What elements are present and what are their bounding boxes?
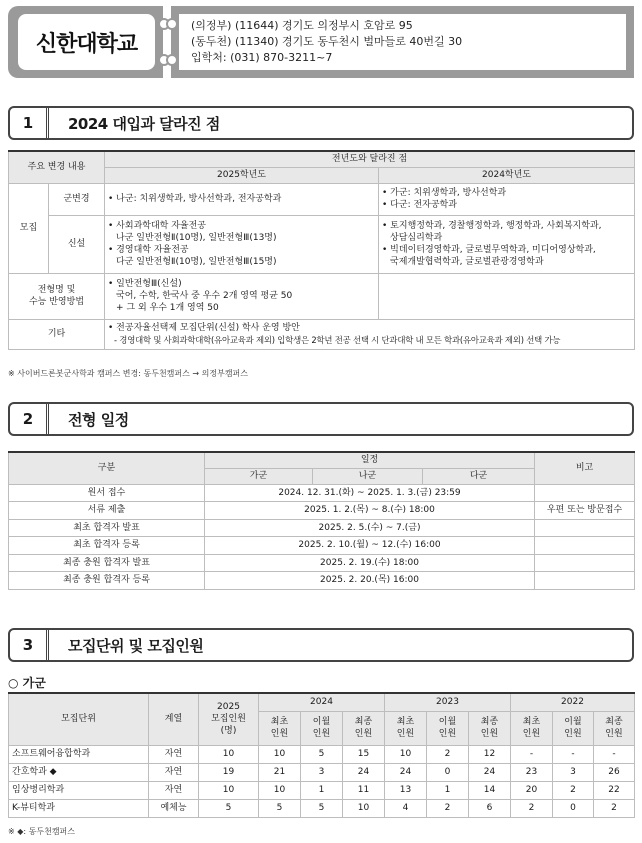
cell: 1 xyxy=(301,781,343,799)
page-header xyxy=(8,6,634,78)
cell: 20 xyxy=(511,781,553,799)
col-header-2024: 2024학년도 xyxy=(379,167,635,183)
schedule-table xyxy=(8,451,635,590)
sub-header-first: 최초 인원 xyxy=(511,711,553,745)
cell: 5 xyxy=(259,799,301,817)
col-header-field: 계열 xyxy=(149,693,199,745)
university-badge xyxy=(8,6,163,78)
col-header-2022: 2022 xyxy=(511,693,635,711)
col-header-2024: 2024 xyxy=(259,693,385,711)
col-header-unit: 모집단위 xyxy=(9,693,149,745)
schedule-label: 최종 충원 합격자 등록 xyxy=(9,572,205,590)
col-header-diff: 전년도와 달라진 점 xyxy=(105,151,635,167)
row-label-new: 신설 xyxy=(49,215,105,273)
cell: 10 xyxy=(343,799,385,817)
section-2-heading xyxy=(8,402,634,436)
sub-header-first: 최초 인원 xyxy=(385,711,427,745)
section-title: 전형 일정 xyxy=(68,410,129,429)
row-label-line: 수능 반영방법 xyxy=(28,297,85,307)
cell: 5 xyxy=(301,799,343,817)
gun-2025 xyxy=(105,183,379,215)
cell: 0 xyxy=(427,763,469,781)
cell: 10 xyxy=(259,781,301,799)
table-row xyxy=(9,572,635,590)
address-uijeongbu: (의정부) (11644) 경기도 의정부시 호암로 95 xyxy=(191,19,413,32)
field: 자연 xyxy=(149,745,199,763)
col-header-category: 구분 xyxy=(9,452,205,484)
schedule-remark xyxy=(535,537,635,555)
list-item: • 전공자율선택제 모집단위(신설) 학사 운영 방안 xyxy=(108,323,300,333)
cell: 6 xyxy=(469,799,511,817)
field: 자연 xyxy=(149,781,199,799)
unit-name: K-뷰티학과 xyxy=(9,799,149,817)
cell: - xyxy=(594,745,635,763)
list-item: - 경영대학 및 사회과학대학(유아교육과 제외) 입학생은 2학년 전공 선택 시 단과대학 내 모든 학과(유아교육과 제외) 선택 가능 xyxy=(114,335,561,345)
cell: 13 xyxy=(385,781,427,799)
cell: 10 xyxy=(385,745,427,763)
row-label-etc: 기타 xyxy=(9,319,105,349)
cell: 22 xyxy=(594,781,635,799)
cell: 0 xyxy=(553,799,594,817)
schedule-remark xyxy=(535,519,635,537)
sub-header-final: 최종 인원 xyxy=(594,711,635,745)
cell: 5 xyxy=(301,745,343,763)
field: 예체능 xyxy=(149,799,199,817)
schedule-date: 2025. 2. 19.(수) 18:00 xyxy=(205,554,535,572)
col-header-main: 주요 변경 내용 xyxy=(9,151,105,183)
table-row xyxy=(9,799,635,817)
binder-ring-icon xyxy=(166,18,178,30)
group-label: 모집 xyxy=(9,183,49,273)
col-header-2025 xyxy=(199,693,259,745)
cell: 14 xyxy=(469,781,511,799)
header-line: 모집인원 xyxy=(211,714,246,725)
cell: 23 xyxy=(511,763,553,781)
table-row xyxy=(9,484,635,502)
table-row xyxy=(9,745,635,763)
sub-header-carry: 이월 인원 xyxy=(301,711,343,745)
group-subtitle xyxy=(8,674,46,691)
list-item: • 가군: 치위생학과, 방사선학과 xyxy=(382,188,507,198)
section-number: 3 xyxy=(10,630,49,660)
new-2025 xyxy=(105,215,379,273)
group-subtitle-text: 가군 xyxy=(22,676,46,690)
gun-2024 xyxy=(379,183,635,215)
table-row xyxy=(9,537,635,555)
schedule-date: 2025. 1. 2.(목) ~ 8.(수) 18:00 xyxy=(205,502,535,520)
list-item: • 토지행정학과, 경찰행정학과, 행정학과, 사회복지학과, xyxy=(382,221,602,231)
cell: 3 xyxy=(301,763,343,781)
cell: 26 xyxy=(594,763,635,781)
cell: 21 xyxy=(259,763,301,781)
table-row xyxy=(9,502,635,520)
row-label-gun: 군변경 xyxy=(49,183,105,215)
sub-header-final: 최종 인원 xyxy=(469,711,511,745)
table-row xyxy=(9,763,635,781)
schedule-remark xyxy=(535,484,635,502)
list-item: • 빅데이터경영학과, 글로벌무역학과, 미디어영상학과, xyxy=(382,245,596,255)
section-1-heading xyxy=(8,106,634,140)
etc-2025 xyxy=(105,319,635,349)
section-number: 1 xyxy=(10,108,49,138)
table-row xyxy=(9,554,635,572)
cell: 10 xyxy=(259,745,301,763)
method-2024 xyxy=(379,273,635,319)
schedule-remark xyxy=(535,554,635,572)
cell: 24 xyxy=(343,763,385,781)
quota-2025: 5 xyxy=(199,799,259,817)
binder-ring-icon xyxy=(166,54,178,66)
cell: 2 xyxy=(511,799,553,817)
schedule-date: 2025. 2. 10.(월) ~ 12.(수) 16:00 xyxy=(205,537,535,555)
quota-2025: 19 xyxy=(199,763,259,781)
list-item: 국어, 수학, 한국사 중 우수 2개 영역 평균 50 xyxy=(116,291,293,301)
quota-2025: 10 xyxy=(199,745,259,763)
sub-header-carry: 이월 인원 xyxy=(427,711,469,745)
row-label-method xyxy=(9,273,105,319)
schedule-label: 원서 접수 xyxy=(9,484,205,502)
sub-header-carry: 이월 인원 xyxy=(553,711,594,745)
section-1-note: ※ 사이버드론봇군사학과 캠퍼스 변경: 동두천캠퍼스 → 의정부캠퍼스 xyxy=(8,369,249,378)
col-header-remark: 비고 xyxy=(535,452,635,484)
list-item: 나군 일반전형Ⅱ(10명), 일반전형Ⅲ(13명) xyxy=(116,233,277,243)
sub-header-final: 최종 인원 xyxy=(343,711,385,745)
new-2024 xyxy=(379,215,635,273)
cell: 2 xyxy=(427,745,469,763)
unit-name: 소프트웨어융합학과 xyxy=(9,745,149,763)
col-header-2025: 2025학년도 xyxy=(105,167,379,183)
schedule-label: 최초 합격자 등록 xyxy=(9,537,205,555)
schedule-label: 최초 합격자 발표 xyxy=(9,519,205,537)
schedule-date: 2025. 2. 20.(목) 16:00 xyxy=(205,572,535,590)
schedule-label: 서류 제출 xyxy=(9,502,205,520)
cell: 4 xyxy=(385,799,427,817)
list-item: 다군 일반전형Ⅱ(10명), 일반전형Ⅲ(15명) xyxy=(116,257,277,267)
section-title: 모집단위 및 모집인원 xyxy=(68,636,204,655)
section-title: 2024 대입과 달라진 점 xyxy=(68,114,220,133)
table-row xyxy=(9,519,635,537)
header-line: (명) xyxy=(220,726,237,737)
cell: 2 xyxy=(427,799,469,817)
schedule-remark: 우편 또는 방문접수 xyxy=(535,502,635,520)
cell: 24 xyxy=(385,763,427,781)
col-header-schedule: 일정 xyxy=(205,452,535,468)
cell: 12 xyxy=(469,745,511,763)
list-item: • 사회과학대학 자율전공 xyxy=(108,221,206,231)
cell: 3 xyxy=(553,763,594,781)
address-dongducheon: (동두천) (11340) 경기도 동두천시 벌마들로 40번길 30 xyxy=(191,35,463,48)
cell: 15 xyxy=(343,745,385,763)
field: 자연 xyxy=(149,763,199,781)
list-item: 국제개발협력학과, 글로벌관광경영학과 xyxy=(390,257,544,267)
header-line: 2025 xyxy=(217,702,240,713)
contact-box xyxy=(171,6,634,78)
cell: 2 xyxy=(594,799,635,817)
col-header-2023: 2023 xyxy=(385,693,511,711)
list-item: • 경영대학 자율전공 xyxy=(108,245,189,255)
cell: 24 xyxy=(469,763,511,781)
col-header-na: 나군 xyxy=(313,468,423,484)
cell: 1 xyxy=(427,781,469,799)
unit-name: 간호학과 ◆ xyxy=(9,763,149,781)
schedule-remark xyxy=(535,572,635,590)
schedule-date: 2024. 12. 31.(화) ~ 2025. 1. 3.(금) 23:59 xyxy=(205,484,535,502)
col-header-ga: 가군 xyxy=(205,468,313,484)
quota-2025: 10 xyxy=(199,781,259,799)
col-header-da: 다군 xyxy=(423,468,535,484)
section-3-heading xyxy=(8,628,634,662)
cell: - xyxy=(511,745,553,763)
cell: 11 xyxy=(343,781,385,799)
circle-bullet-icon: ○ xyxy=(8,676,23,690)
unit-name: 임상병리학과 xyxy=(9,781,149,799)
row-label-line: 전형명 및 xyxy=(37,285,76,295)
section-number: 2 xyxy=(10,404,49,434)
list-item: 상담심리학과 xyxy=(390,233,443,243)
list-item: • 나군: 치위생학과, 방사선학과, 전자공학과 xyxy=(108,194,282,204)
table-row xyxy=(9,781,635,799)
schedule-label: 최종 충원 합격자 발표 xyxy=(9,554,205,572)
list-item: + 그 외 우수 1개 영역 50 xyxy=(116,303,219,313)
changes-table xyxy=(8,150,635,350)
schedule-date: 2025. 2. 5.(수) ~ 7.(금) xyxy=(205,519,535,537)
cell: - xyxy=(553,745,594,763)
admissions-phone: 입학처: (031) 870-3211~7 xyxy=(191,51,333,64)
section-3-note: ※ ◆: 동두천캠퍼스 xyxy=(8,827,76,836)
sub-header-first: 최초 인원 xyxy=(259,711,301,745)
list-item: • 일반전형Ⅲ(신설) xyxy=(108,279,182,289)
method-2025 xyxy=(105,273,379,319)
university-name: 신한대학교 xyxy=(35,31,138,57)
list-item: • 다군: 전자공학과 xyxy=(382,200,457,210)
quota-table xyxy=(8,692,635,818)
cell: 2 xyxy=(553,781,594,799)
